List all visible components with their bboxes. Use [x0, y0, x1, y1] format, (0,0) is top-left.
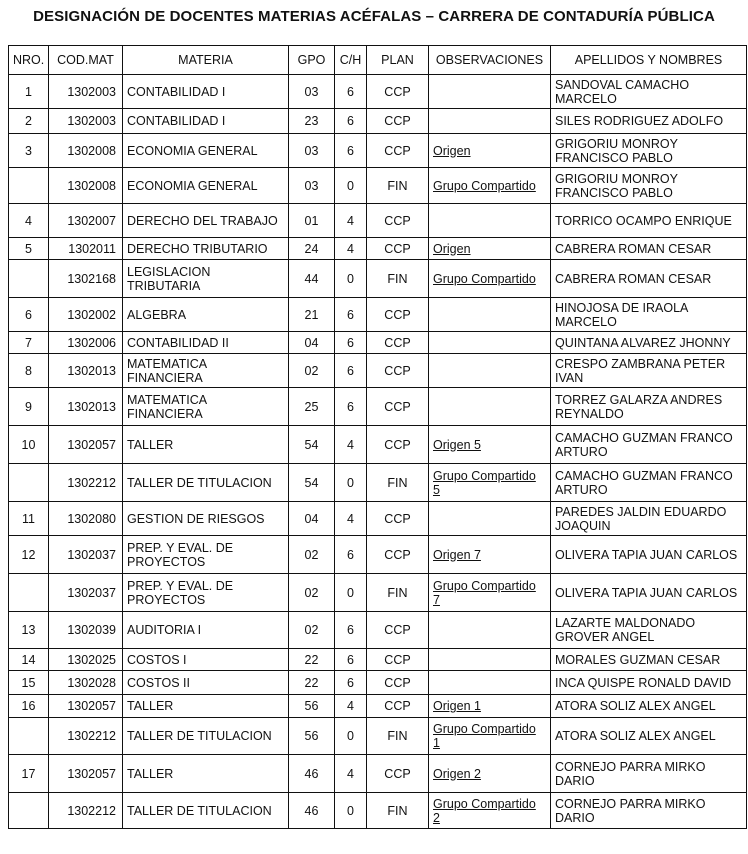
- cell-observaciones: [429, 695, 551, 718]
- cell-materia: CONTABILIDAD I: [123, 109, 289, 134]
- cell-cod-mat: 1302057: [49, 426, 123, 464]
- cell-observaciones: [429, 612, 551, 649]
- cell-materia: PREP. Y EVAL. DE PROYECTOS: [123, 536, 289, 574]
- cell-observaciones: [429, 109, 551, 134]
- cell-gpo: 21: [289, 298, 335, 332]
- table-row: [9, 168, 747, 204]
- cell-gpo: 02: [289, 536, 335, 574]
- table-row: [9, 238, 747, 260]
- cell-gpo: 56: [289, 695, 335, 718]
- cell-cod-mat: 1302025: [49, 649, 123, 671]
- table-row: [9, 134, 747, 168]
- cell-ch: 4: [335, 426, 367, 464]
- cell-plan: CCP: [367, 332, 429, 354]
- cell-cod-mat: 1302003: [49, 75, 123, 109]
- cell-cod-mat: 1302037: [49, 574, 123, 612]
- cell-observaciones: [429, 168, 551, 204]
- observation-text: Grupo Compartido 7: [433, 578, 536, 607]
- cell-observaciones: [429, 718, 551, 755]
- cell-cod-mat: 1302013: [49, 388, 123, 426]
- header-cod-mat: COD.MAT: [49, 46, 123, 75]
- cell-materia: COSTOS II: [123, 671, 289, 695]
- cell-apellidos-nombres: LAZARTE MALDONADO GROVER ANGEL: [551, 612, 747, 649]
- table-row: [9, 718, 747, 755]
- cell-apellidos-nombres: OLIVERA TAPIA JUAN CARLOS: [551, 574, 747, 612]
- cell-observaciones: [429, 238, 551, 260]
- cell-plan: CCP: [367, 109, 429, 134]
- cell-plan: FIN: [367, 793, 429, 829]
- cell-ch: 4: [335, 755, 367, 793]
- observation-text: Origen 1: [433, 699, 481, 713]
- table-row: [9, 793, 747, 829]
- cell-cod-mat: 1302007: [49, 204, 123, 238]
- cell-ch: 0: [335, 718, 367, 755]
- observation-text: Grupo Compartido 1: [433, 722, 536, 750]
- observation-text: Origen: [433, 143, 471, 158]
- cell-observaciones: [429, 260, 551, 298]
- cell-gpo: 22: [289, 649, 335, 671]
- cell-materia: ECONOMIA GENERAL: [123, 134, 289, 168]
- cell-ch: 6: [335, 536, 367, 574]
- page-title: DESIGNACIÓN DE DOCENTES MATERIAS ACÉFALAS – CARRERA DE CONTADURÍA PÚBLICA: [33, 8, 715, 25]
- cell-gpo: 54: [289, 464, 335, 502]
- table-row: [9, 671, 747, 695]
- cell-nro: [9, 260, 49, 298]
- cell-gpo: 03: [289, 75, 335, 109]
- cell-ch: 0: [335, 464, 367, 502]
- designation-table: [8, 45, 747, 829]
- observation-text: Origen 5: [433, 437, 481, 452]
- cell-nro: 14: [9, 649, 49, 671]
- cell-apellidos-nombres: CABRERA ROMAN CESAR: [551, 260, 747, 298]
- cell-ch: 4: [335, 695, 367, 718]
- cell-nro: [9, 168, 49, 204]
- cell-nro: 16: [9, 695, 49, 718]
- table-row: [9, 649, 747, 671]
- observation-text: Origen 2: [433, 766, 481, 781]
- cell-apellidos-nombres: SILES RODRIGUEZ ADOLFO: [551, 109, 747, 134]
- cell-ch: 6: [335, 332, 367, 354]
- cell-ch: 6: [335, 649, 367, 671]
- cell-ch: 0: [335, 168, 367, 204]
- cell-materia: DERECHO TRIBUTARIO: [123, 238, 289, 260]
- cell-plan: FIN: [367, 574, 429, 612]
- cell-apellidos-nombres: MORALES GUZMAN CESAR: [551, 649, 747, 671]
- cell-apellidos-nombres: CAMACHO GUZMAN FRANCO ARTURO: [551, 464, 747, 502]
- cell-plan: CCP: [367, 649, 429, 671]
- cell-apellidos-nombres: CORNEJO PARRA MIRKO DARIO: [551, 793, 747, 829]
- cell-nro: 9: [9, 388, 49, 426]
- cell-observaciones: [429, 204, 551, 238]
- cell-nro: [9, 793, 49, 829]
- cell-materia: MATEMATICA FINANCIERA: [123, 388, 289, 426]
- cell-gpo: 01: [289, 204, 335, 238]
- cell-cod-mat: 1302037: [49, 536, 123, 574]
- observation-text: Grupo Compartido: [433, 178, 536, 193]
- cell-cod-mat: 1302008: [49, 168, 123, 204]
- cell-apellidos-nombres: SANDOVAL CAMACHO MARCELO: [551, 75, 747, 109]
- header-gpo: GPO: [289, 46, 335, 75]
- cell-cod-mat: 1302011: [49, 238, 123, 260]
- cell-observaciones: [429, 464, 551, 502]
- cell-nro: 6: [9, 298, 49, 332]
- cell-cod-mat: 1302013: [49, 354, 123, 388]
- cell-gpo: 22: [289, 671, 335, 695]
- cell-observaciones: [429, 793, 551, 829]
- cell-observaciones: [429, 755, 551, 793]
- cell-plan: CCP: [367, 695, 429, 718]
- table-row: [9, 464, 747, 502]
- cell-cod-mat: 1302057: [49, 695, 123, 718]
- cell-materia: ECONOMIA GENERAL: [123, 168, 289, 204]
- cell-gpo: 02: [289, 354, 335, 388]
- cell-gpo: 44: [289, 260, 335, 298]
- cell-materia: TALLER DE TITULACION: [123, 793, 289, 829]
- observation-text: Grupo Compartido 2: [433, 796, 536, 825]
- cell-materia: MATEMATICA FINANCIERA: [123, 354, 289, 388]
- cell-nro: 7: [9, 332, 49, 354]
- cell-gpo: 02: [289, 612, 335, 649]
- cell-materia: CONTABILIDAD II: [123, 332, 289, 354]
- cell-nro: [9, 574, 49, 612]
- cell-cod-mat: 1302039: [49, 612, 123, 649]
- cell-nro: 11: [9, 502, 49, 536]
- cell-ch: 4: [335, 238, 367, 260]
- header-row: [9, 46, 747, 75]
- cell-nro: 8: [9, 354, 49, 388]
- cell-apellidos-nombres: TORRICO OCAMPO ENRIQUE: [551, 204, 747, 238]
- cell-materia: GESTION DE RIESGOS: [123, 502, 289, 536]
- cell-nro: [9, 718, 49, 755]
- cell-ch: 6: [335, 612, 367, 649]
- cell-materia: TALLER: [123, 695, 289, 718]
- cell-observaciones: [429, 388, 551, 426]
- table-row: [9, 332, 747, 354]
- header-plan: PLAN: [367, 46, 429, 75]
- cell-apellidos-nombres: ATORA SOLIZ ALEX ANGEL: [551, 718, 747, 755]
- header-apellidos-nombres: APELLIDOS Y NOMBRES: [551, 46, 747, 75]
- cell-gpo: 46: [289, 793, 335, 829]
- table-body: [9, 75, 747, 829]
- cell-cod-mat: 1302212: [49, 464, 123, 502]
- cell-cod-mat: 1302028: [49, 671, 123, 695]
- cell-materia: LEGISLACION TRIBUTARIA: [123, 260, 289, 298]
- cell-ch: 6: [335, 75, 367, 109]
- cell-gpo: 24: [289, 238, 335, 260]
- cell-ch: 4: [335, 204, 367, 238]
- cell-plan: FIN: [367, 718, 429, 755]
- cell-gpo: 56: [289, 718, 335, 755]
- cell-cod-mat: 1302168: [49, 260, 123, 298]
- cell-gpo: 04: [289, 332, 335, 354]
- cell-plan: CCP: [367, 671, 429, 695]
- cell-observaciones: [429, 354, 551, 388]
- cell-apellidos-nombres: GRIGORIU MONROY FRANCISCO PABLO: [551, 168, 747, 204]
- table-row: [9, 204, 747, 238]
- table-row: [9, 536, 747, 574]
- cell-nro: 15: [9, 671, 49, 695]
- cell-plan: CCP: [367, 536, 429, 574]
- cell-cod-mat: 1302008: [49, 134, 123, 168]
- cell-ch: 6: [335, 354, 367, 388]
- cell-ch: 6: [335, 388, 367, 426]
- cell-nro: 10: [9, 426, 49, 464]
- cell-plan: CCP: [367, 502, 429, 536]
- cell-plan: CCP: [367, 612, 429, 649]
- cell-plan: CCP: [367, 426, 429, 464]
- table-row: [9, 260, 747, 298]
- table-row: [9, 426, 747, 464]
- cell-gpo: 03: [289, 134, 335, 168]
- cell-observaciones: [429, 134, 551, 168]
- table-row: [9, 755, 747, 793]
- cell-apellidos-nombres: INCA QUISPE RONALD DAVID: [551, 671, 747, 695]
- cell-ch: 0: [335, 574, 367, 612]
- cell-apellidos-nombres: PAREDES JALDIN EDUARDO JOAQUIN: [551, 502, 747, 536]
- table-row: [9, 75, 747, 109]
- cell-observaciones: [429, 574, 551, 612]
- cell-gpo: 46: [289, 755, 335, 793]
- cell-materia: DERECHO DEL TRABAJO: [123, 204, 289, 238]
- cell-gpo: 23: [289, 109, 335, 134]
- table-row: [9, 388, 747, 426]
- cell-nro: [9, 464, 49, 502]
- header-materia: MATERIA: [123, 46, 289, 75]
- cell-apellidos-nombres: ATORA SOLIZ ALEX ANGEL: [551, 695, 747, 718]
- cell-apellidos-nombres: CRESPO ZAMBRANA PETER IVAN: [551, 354, 747, 388]
- header-nro: NRO.: [9, 46, 49, 75]
- table-row: [9, 109, 747, 134]
- observation-text: Grupo Compartido: [433, 271, 536, 286]
- table-row: [9, 695, 747, 718]
- cell-cod-mat: 1302212: [49, 793, 123, 829]
- cell-apellidos-nombres: CAMACHO GUZMAN FRANCO ARTURO: [551, 426, 747, 464]
- table-row: [9, 574, 747, 612]
- cell-plan: CCP: [367, 238, 429, 260]
- cell-apellidos-nombres: CABRERA ROMAN CESAR: [551, 238, 747, 260]
- cell-nro: 5: [9, 238, 49, 260]
- table-row: [9, 298, 747, 332]
- cell-apellidos-nombres: CORNEJO PARRA MIRKO DARIO: [551, 755, 747, 793]
- cell-nro: 13: [9, 612, 49, 649]
- observation-text: Origen: [433, 241, 471, 256]
- cell-ch: 0: [335, 793, 367, 829]
- cell-nro: 3: [9, 134, 49, 168]
- cell-ch: 6: [335, 134, 367, 168]
- cell-apellidos-nombres: TORREZ GALARZA ANDRES REYNALDO: [551, 388, 747, 426]
- cell-cod-mat: 1302080: [49, 502, 123, 536]
- cell-plan: FIN: [367, 168, 429, 204]
- cell-nro: 4: [9, 204, 49, 238]
- observation-text: Grupo Compartido 5: [433, 468, 536, 497]
- cell-plan: FIN: [367, 464, 429, 502]
- cell-observaciones: [429, 426, 551, 464]
- cell-plan: CCP: [367, 134, 429, 168]
- cell-observaciones: [429, 671, 551, 695]
- cell-plan: CCP: [367, 388, 429, 426]
- cell-observaciones: [429, 298, 551, 332]
- cell-gpo: 25: [289, 388, 335, 426]
- cell-materia: CONTABILIDAD I: [123, 75, 289, 109]
- table-row: [9, 612, 747, 649]
- cell-nro: 17: [9, 755, 49, 793]
- cell-gpo: 04: [289, 502, 335, 536]
- cell-cod-mat: 1302057: [49, 755, 123, 793]
- header-ch: C/H: [335, 46, 367, 75]
- table-row: [9, 502, 747, 536]
- cell-ch: 0: [335, 260, 367, 298]
- cell-plan: CCP: [367, 298, 429, 332]
- cell-plan: CCP: [367, 75, 429, 109]
- cell-observaciones: [429, 502, 551, 536]
- cell-materia: PREP. Y EVAL. DE PROYECTOS: [123, 574, 289, 612]
- cell-gpo: 03: [289, 168, 335, 204]
- cell-observaciones: [429, 649, 551, 671]
- cell-plan: FIN: [367, 260, 429, 298]
- cell-apellidos-nombres: GRIGORIU MONROY FRANCISCO PABLO: [551, 134, 747, 168]
- cell-nro: 12: [9, 536, 49, 574]
- cell-nro: 2: [9, 109, 49, 134]
- cell-materia: AUDITORIA I: [123, 612, 289, 649]
- cell-plan: CCP: [367, 755, 429, 793]
- cell-apellidos-nombres: OLIVERA TAPIA JUAN CARLOS: [551, 536, 747, 574]
- cell-cod-mat: 1302003: [49, 109, 123, 134]
- cell-materia: TALLER DE TITULACION: [123, 718, 289, 755]
- cell-materia: TALLER DE TITULACION: [123, 464, 289, 502]
- cell-cod-mat: 1302002: [49, 298, 123, 332]
- cell-ch: 6: [335, 671, 367, 695]
- cell-plan: CCP: [367, 204, 429, 238]
- cell-materia: TALLER: [123, 755, 289, 793]
- cell-apellidos-nombres: HINOJOSA DE IRAOLA MARCELO: [551, 298, 747, 332]
- header-observaciones: OBSERVACIONES: [429, 46, 551, 75]
- observation-text: Origen 7: [433, 547, 481, 562]
- cell-ch: 6: [335, 109, 367, 134]
- cell-nro: 1: [9, 75, 49, 109]
- cell-cod-mat: 1302212: [49, 718, 123, 755]
- table-row: [9, 354, 747, 388]
- cell-gpo: 54: [289, 426, 335, 464]
- cell-materia: COSTOS I: [123, 649, 289, 671]
- cell-observaciones: [429, 332, 551, 354]
- cell-ch: 4: [335, 502, 367, 536]
- cell-plan: CCP: [367, 354, 429, 388]
- cell-apellidos-nombres: QUINTANA ALVAREZ JHONNY: [551, 332, 747, 354]
- cell-materia: TALLER: [123, 426, 289, 464]
- cell-observaciones: [429, 536, 551, 574]
- cell-materia: ALGEBRA: [123, 298, 289, 332]
- cell-observaciones: [429, 75, 551, 109]
- cell-ch: 6: [335, 298, 367, 332]
- cell-cod-mat: 1302006: [49, 332, 123, 354]
- cell-gpo: 02: [289, 574, 335, 612]
